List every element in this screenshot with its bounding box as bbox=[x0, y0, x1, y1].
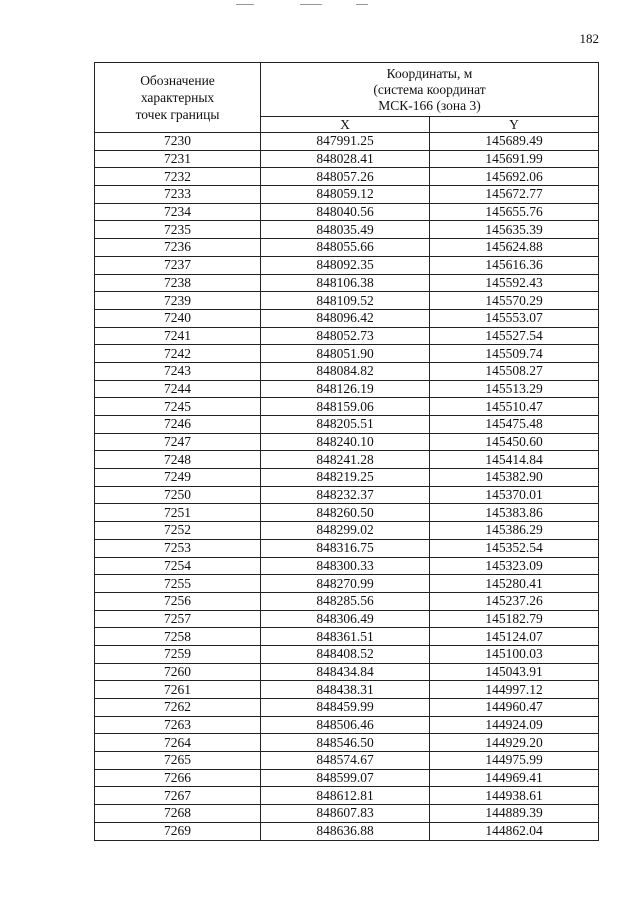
table-row bbox=[95, 203, 599, 221]
point-id-cell: 7230 bbox=[95, 133, 261, 151]
designation-header-line: точек границы bbox=[135, 107, 220, 122]
table-row bbox=[95, 557, 599, 575]
coordinates-header-line: Координаты, м bbox=[386, 65, 473, 81]
y-coordinate-cell: 145508.27 bbox=[430, 362, 599, 380]
x-coordinate-cell: 848434.84 bbox=[261, 663, 430, 681]
y-coordinate-cell: 144889.39 bbox=[430, 805, 599, 823]
table-row bbox=[95, 539, 599, 557]
table-row bbox=[95, 133, 599, 151]
coordinates-header-line: (система координат bbox=[373, 81, 486, 97]
x-coordinate-cell: 848035.49 bbox=[261, 221, 430, 239]
y-coordinate-cell: 145124.07 bbox=[430, 628, 599, 646]
table-row bbox=[95, 274, 599, 292]
y-coordinate-cell: 145692.06 bbox=[430, 168, 599, 186]
table-row bbox=[95, 610, 599, 628]
y-coordinate-cell: 144924.09 bbox=[430, 716, 599, 734]
x-coordinate-cell: 848316.75 bbox=[261, 539, 430, 557]
point-id-cell: 7261 bbox=[95, 681, 261, 699]
y-coordinate-cell: 144960.47 bbox=[430, 699, 599, 717]
table-row bbox=[95, 345, 599, 363]
designation-header-line: Обозначение bbox=[140, 73, 215, 88]
y-coordinate-cell: 145280.41 bbox=[430, 575, 599, 593]
x-coordinate-cell: 848084.82 bbox=[261, 362, 430, 380]
point-id-cell: 7260 bbox=[95, 663, 261, 681]
coordinates-table bbox=[94, 62, 599, 841]
point-id-cell: 7231 bbox=[95, 150, 261, 168]
y-coordinate-cell: 144975.99 bbox=[430, 752, 599, 770]
table-row bbox=[95, 805, 599, 823]
x-coordinate-cell: 848052.73 bbox=[261, 327, 430, 345]
table-row bbox=[95, 362, 599, 380]
x-coordinate-cell: 848636.88 bbox=[261, 822, 430, 840]
point-id-cell: 7257 bbox=[95, 610, 261, 628]
point-id-cell: 7264 bbox=[95, 734, 261, 752]
y-coordinate-cell: 145624.88 bbox=[430, 239, 599, 257]
x-coordinate-cell: 848057.26 bbox=[261, 168, 430, 186]
point-id-cell: 7269 bbox=[95, 822, 261, 840]
table-row bbox=[95, 327, 599, 345]
y-coordinate-cell: 145450.60 bbox=[430, 433, 599, 451]
point-id-cell: 7246 bbox=[95, 416, 261, 434]
point-id-cell: 7243 bbox=[95, 362, 261, 380]
table-row bbox=[95, 734, 599, 752]
x-coordinate-cell: 848270.99 bbox=[261, 575, 430, 593]
x-coordinate-cell: 848241.28 bbox=[261, 451, 430, 469]
point-id-cell: 7249 bbox=[95, 469, 261, 487]
x-coordinate-cell: 848126.19 bbox=[261, 380, 430, 398]
y-coordinate-cell: 145043.91 bbox=[430, 663, 599, 681]
point-id-cell: 7242 bbox=[95, 345, 261, 363]
table-row bbox=[95, 150, 599, 168]
y-coordinate-cell: 144997.12 bbox=[430, 681, 599, 699]
table-row bbox=[95, 504, 599, 522]
y-coordinate-cell: 145655.76 bbox=[430, 203, 599, 221]
point-id-cell: 7241 bbox=[95, 327, 261, 345]
x-coordinate-cell: 848607.83 bbox=[261, 805, 430, 823]
x-coordinate-cell: 848612.81 bbox=[261, 787, 430, 805]
point-id-cell: 7248 bbox=[95, 451, 261, 469]
point-id-cell: 7240 bbox=[95, 309, 261, 327]
x-coordinate-cell: 848159.06 bbox=[261, 398, 430, 416]
point-id-cell: 7256 bbox=[95, 592, 261, 610]
x-coordinate-cell: 848300.33 bbox=[261, 557, 430, 575]
table-row bbox=[95, 663, 599, 681]
table-row bbox=[95, 309, 599, 327]
table-row bbox=[95, 416, 599, 434]
point-id-cell: 7250 bbox=[95, 486, 261, 504]
table-row bbox=[95, 433, 599, 451]
point-id-cell: 7245 bbox=[95, 398, 261, 416]
table-row bbox=[95, 769, 599, 787]
table-row bbox=[95, 239, 599, 257]
y-coordinate-cell: 145100.03 bbox=[430, 645, 599, 663]
table-row bbox=[95, 398, 599, 416]
y-coordinate-cell: 144969.41 bbox=[430, 769, 599, 787]
y-coordinate-cell: 145510.47 bbox=[430, 398, 599, 416]
x-coordinate-cell: 848096.42 bbox=[261, 309, 430, 327]
point-id-cell: 7234 bbox=[95, 203, 261, 221]
coordinates-table-body bbox=[95, 133, 599, 841]
table-row bbox=[95, 522, 599, 540]
x-coordinate-cell: 848109.52 bbox=[261, 292, 430, 310]
y-coordinate-cell: 145592.43 bbox=[430, 274, 599, 292]
point-id-cell: 7233 bbox=[95, 186, 261, 204]
x-coordinate-cell: 848438.31 bbox=[261, 681, 430, 699]
table-row bbox=[95, 186, 599, 204]
point-id-cell: 7237 bbox=[95, 256, 261, 274]
coordinates-header bbox=[261, 63, 599, 117]
table-row bbox=[95, 380, 599, 398]
y-coordinate-cell: 145691.99 bbox=[430, 150, 599, 168]
table-row bbox=[95, 451, 599, 469]
point-id-cell: 7247 bbox=[95, 433, 261, 451]
x-coordinate-cell: 848299.02 bbox=[261, 522, 430, 540]
y-coordinate-cell: 145635.39 bbox=[430, 221, 599, 239]
x-coordinate-cell: 848361.51 bbox=[261, 628, 430, 646]
designation-header-line: характерных bbox=[140, 90, 215, 105]
table-row bbox=[95, 486, 599, 504]
y-coordinate-cell: 145672.77 bbox=[430, 186, 599, 204]
point-id-cell: 7244 bbox=[95, 380, 261, 398]
y-coordinate-cell: 144929.20 bbox=[430, 734, 599, 752]
scan-artifact-line bbox=[356, 4, 368, 5]
scan-artifact-line bbox=[236, 4, 254, 5]
point-id-cell: 7266 bbox=[95, 769, 261, 787]
table-row bbox=[95, 645, 599, 663]
y-coordinate-cell: 144862.04 bbox=[430, 822, 599, 840]
point-id-cell: 7235 bbox=[95, 221, 261, 239]
table-row bbox=[95, 681, 599, 699]
y-coordinate-cell: 145527.54 bbox=[430, 327, 599, 345]
designation-header bbox=[95, 63, 261, 133]
x-coordinate-cell: 848574.67 bbox=[261, 752, 430, 770]
point-id-cell: 7262 bbox=[95, 699, 261, 717]
x-coordinate-cell: 848285.56 bbox=[261, 592, 430, 610]
coordinates-header-line: МСК-166 (зона 3) bbox=[378, 97, 481, 113]
x-coordinate-cell: 848459.99 bbox=[261, 699, 430, 717]
table-row bbox=[95, 716, 599, 734]
y-coordinate-cell: 145509.74 bbox=[430, 345, 599, 363]
y-coordinate-cell: 145386.29 bbox=[430, 522, 599, 540]
point-id-cell: 7254 bbox=[95, 557, 261, 575]
x-coordinate-cell: 848106.38 bbox=[261, 274, 430, 292]
y-coordinate-cell: 145383.86 bbox=[430, 504, 599, 522]
point-id-cell: 7268 bbox=[95, 805, 261, 823]
x-coordinate-cell: 847991.25 bbox=[261, 133, 430, 151]
x-coordinate-cell: 848232.37 bbox=[261, 486, 430, 504]
y-coordinate-cell: 145323.09 bbox=[430, 557, 599, 575]
table-row bbox=[95, 628, 599, 646]
x-coordinate-cell: 848219.25 bbox=[261, 469, 430, 487]
table-row bbox=[95, 469, 599, 487]
x-coordinate-cell: 848092.35 bbox=[261, 256, 430, 274]
x-coordinate-cell: 848306.49 bbox=[261, 610, 430, 628]
x-coordinate-cell: 848599.07 bbox=[261, 769, 430, 787]
point-id-cell: 7255 bbox=[95, 575, 261, 593]
point-id-cell: 7236 bbox=[95, 239, 261, 257]
point-id-cell: 7232 bbox=[95, 168, 261, 186]
point-id-cell: 7265 bbox=[95, 752, 261, 770]
y-coordinate-cell: 145475.48 bbox=[430, 416, 599, 434]
point-id-cell: 7259 bbox=[95, 645, 261, 663]
table-row bbox=[95, 592, 599, 610]
x-column-header: X bbox=[261, 117, 430, 133]
y-coordinate-cell: 145237.26 bbox=[430, 592, 599, 610]
table-row bbox=[95, 256, 599, 274]
table-row bbox=[95, 699, 599, 717]
y-coordinate-cell: 144938.61 bbox=[430, 787, 599, 805]
scan-artifact-line bbox=[300, 4, 322, 5]
y-coordinate-cell: 145370.01 bbox=[430, 486, 599, 504]
point-id-cell: 7251 bbox=[95, 504, 261, 522]
x-coordinate-cell: 848040.56 bbox=[261, 203, 430, 221]
point-id-cell: 7238 bbox=[95, 274, 261, 292]
x-coordinate-cell: 848028.41 bbox=[261, 150, 430, 168]
y-column-header: Y bbox=[430, 117, 599, 133]
table-row bbox=[95, 752, 599, 770]
y-coordinate-cell: 145570.29 bbox=[430, 292, 599, 310]
point-id-cell: 7252 bbox=[95, 522, 261, 540]
y-coordinate-cell: 145414.84 bbox=[430, 451, 599, 469]
page-number: 182 bbox=[579, 31, 599, 46]
table-row bbox=[95, 221, 599, 239]
point-id-cell: 7267 bbox=[95, 787, 261, 805]
point-id-cell: 7263 bbox=[95, 716, 261, 734]
table-row bbox=[95, 575, 599, 593]
x-coordinate-cell: 848051.90 bbox=[261, 345, 430, 363]
point-id-cell: 7253 bbox=[95, 539, 261, 557]
y-coordinate-cell: 145513.29 bbox=[430, 380, 599, 398]
y-coordinate-cell: 145616.36 bbox=[430, 256, 599, 274]
x-coordinate-cell: 848059.12 bbox=[261, 186, 430, 204]
point-id-cell: 7258 bbox=[95, 628, 261, 646]
table-row bbox=[95, 787, 599, 805]
x-coordinate-cell: 848240.10 bbox=[261, 433, 430, 451]
y-coordinate-cell: 145352.54 bbox=[430, 539, 599, 557]
point-id-cell: 7239 bbox=[95, 292, 261, 310]
x-coordinate-cell: 848546.50 bbox=[261, 734, 430, 752]
y-coordinate-cell: 145689.49 bbox=[430, 133, 599, 151]
x-coordinate-cell: 848260.50 bbox=[261, 504, 430, 522]
y-coordinate-cell: 145382.90 bbox=[430, 469, 599, 487]
x-coordinate-cell: 848055.66 bbox=[261, 239, 430, 257]
table-row bbox=[95, 292, 599, 310]
table-row bbox=[95, 822, 599, 840]
x-coordinate-cell: 848408.52 bbox=[261, 645, 430, 663]
x-coordinate-cell: 848506.46 bbox=[261, 716, 430, 734]
table-row bbox=[95, 168, 599, 186]
y-coordinate-cell: 145553.07 bbox=[430, 309, 599, 327]
y-coordinate-cell: 145182.79 bbox=[430, 610, 599, 628]
x-coordinate-cell: 848205.51 bbox=[261, 416, 430, 434]
